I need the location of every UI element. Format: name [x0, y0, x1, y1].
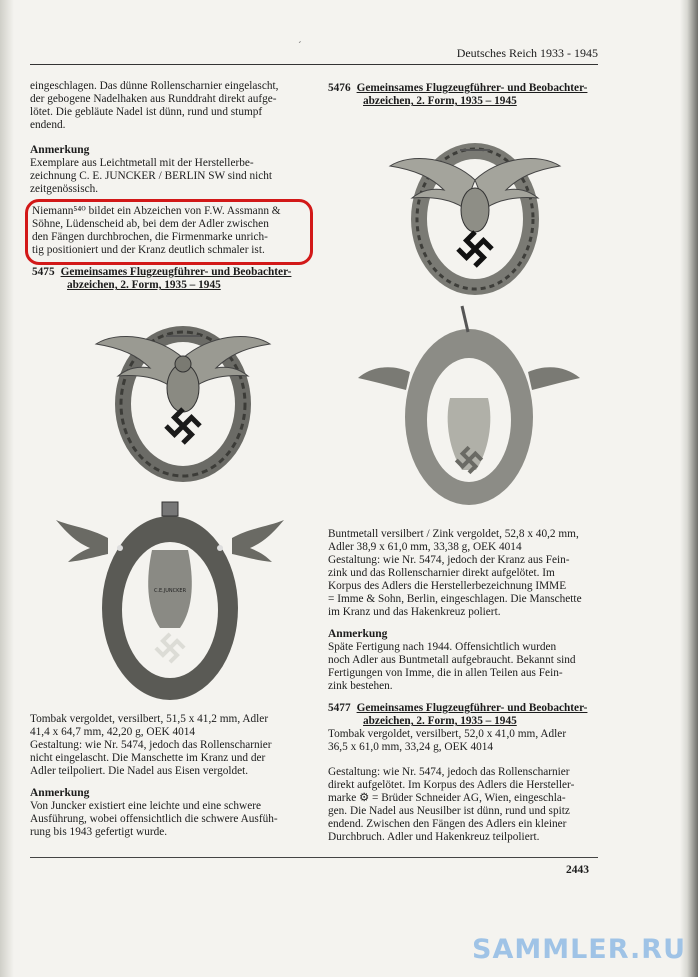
- desc-5477: Tombak vergoldet, versilbert, 52,0 x 41,0 mm, Adler 36,5 x 61,0 mm, 33,24 g, OEK 4014: [328, 728, 567, 753]
- entry-title-5476: 5476 Gemeinsames Flugzeugführer- und Beobachter- abzeichen, 2. Form, 1935 – 1945: [328, 82, 588, 107]
- page-header: [30, 40, 598, 65]
- badge-5475-back-image: [50, 498, 290, 708]
- left-note3-heading: Anmerkung: [30, 787, 90, 799]
- left-note1-heading: Anmerkung: [30, 144, 90, 156]
- left-note1-text: Exemplare aus Leichtmetall mit der Herstellerbe- zeichnung C. E. JUNCKER / BERLIN SW sind nicht zeitgenössisch.: [30, 157, 273, 195]
- left-intro: eingeschlagen. Das dünne Rollenscharnier eingelascht, der gebogene Nadelhaken aus Runddraht direkt aufge- lötet. Die gebläute Nadel ist dünn, rund und stumpf endend.: [30, 80, 279, 131]
- left-column-bottom: [30, 713, 315, 848]
- page-number: 2443: [566, 864, 589, 876]
- desc-5475: Tombak vergoldet, versilbert, 51,5 x 41,2 mm, Adler 41,4 x 64,7 mm, 42,20 g, OEK 4014 Gestaltung: wie Nr. 5474, jedoch das Rollenscharnier nicht eingelascht. Die Manschette im Kranz und der Adler teilpoliert. Die Nadel aus Eisen vergoldet.: [30, 713, 272, 777]
- desc-5476: Buntmetall versilbert / Zink vergoldet, 52,8 x 40,2 mm, Adler 38,9 x 61,0 mm, 33,38 g, OEK 4014 Gestaltung: wie Nr. 5474, jedoch der Kranz aus Fein- zink und das Rollenscharnier direkt aufgelötet. Im Korpus des Adlers die Herstellerbezeichnung IMME = Imme & Sohn, Berlin, eingeschlagen. Die Manschette im Kranz und das Hakenkreuz poliert.: [328, 528, 582, 618]
- badge-5476-front-image: [380, 114, 570, 304]
- maker-mark: C.E.JUNCKER: [153, 588, 187, 594]
- left-column-top: [30, 80, 310, 205]
- right-column-middle: [328, 528, 613, 702]
- right-column-bottom: [328, 728, 613, 853]
- left-note2: Niemann⁵⁴⁰ bildet ein Abzeichen von F.W. Assmann & Söhne, Lüdenscheid ab, bei dem der Adler zwischen den Fängen durchbrochen, die Firmenmarke unrich- tig positioniert und der Kranz deutlich schmaler ist.: [32, 205, 281, 256]
- scan-edge-right: [680, 0, 698, 977]
- right-note1-text: Späte Fertigung nach 1944. Offensichtlich wurden noch Adler aus Buntmetall aufgebraucht. Bekannt sind Fertigungen von Imme, die in allen Teilen aus Fein- zink bestehen.: [328, 641, 576, 692]
- desc-5477-detail: Gestaltung: wie Nr. 5474, jedoch das Rollenscharnier direkt aufgelötet. Im Korpus des Adlers die Hersteller- marke ⚙ = Brüder Schneider AG, Wien, eingeschla- gen. Die Nadel aus Neusilber ist dünn, rund und spitz endend. Zwischen den Fängen des Adlers ein kleiner Durchbruch. Adler und Hakenkreuz teilpoliert.: [328, 766, 575, 843]
- badge-5475-front-image: [88, 296, 278, 486]
- watermark: SAMMLER.RU: [472, 934, 686, 965]
- entry-title-5477: 5477 Gemeinsames Flugzeugführer- und Beobachter- abzeichen, 2. Form, 1935 – 1945: [328, 702, 588, 727]
- footer-rule: [30, 857, 598, 858]
- badge-5476-back-image: [354, 302, 584, 512]
- entry-title-5475: 5475 Gemeinsames Flugzeugführer- und Beobachter- abzeichen, 2. Form, 1935 – 1945: [32, 266, 292, 291]
- right-note1-heading: Anmerkung: [328, 628, 388, 640]
- left-note3-text: Von Juncker existiert eine leichte und eine schwere Ausführung, wobei offensichtlich die schwere Ausfüh- rung bis 1943 gefertigt wurde.: [30, 800, 278, 838]
- header-title: Deutsches Reich 1933 - 1945: [456, 46, 598, 60]
- scan-mark: ˊ: [298, 40, 302, 52]
- scan-edge-left: [0, 0, 14, 977]
